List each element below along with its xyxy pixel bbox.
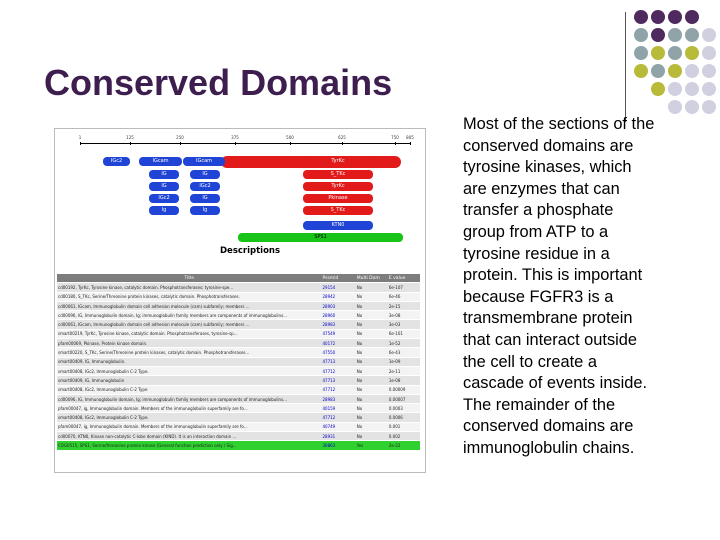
decor-dot: [651, 10, 665, 24]
table-row[interactable]: [57, 320, 420, 329]
ruler-tick-label: 500: [286, 135, 294, 140]
table-cell-title: cd00180, S_TKc, Serine/Threonine protein kinases, catalytic domain. Phosphotransferases.: [57, 292, 321, 301]
table-cell-multi: No: [356, 422, 388, 431]
table-cell-multi: No: [356, 311, 388, 320]
table-row[interactable]: [57, 385, 420, 394]
table-cell-evalue: 0.00007: [388, 394, 420, 403]
body-text-line: the cell to create a: [463, 352, 597, 371]
domain-bar[interactable]: KTN0: [303, 221, 373, 230]
table-cell-evalue: 0.002: [388, 432, 420, 441]
table-cell-evalue: 6e-107: [388, 283, 420, 292]
domain-bar[interactable]: TyrKc: [303, 182, 373, 191]
table-row[interactable]: [57, 329, 420, 338]
domain-bar[interactable]: IGc2: [190, 182, 220, 191]
body-text-line: group from ATP to a: [463, 222, 609, 241]
sequence-ruler: [78, 135, 414, 147]
body-text-line: conserved domains are: [463, 136, 634, 155]
table-cell-evalue: 3e-03: [388, 320, 420, 329]
domain-bar[interactable]: IGcam: [183, 157, 225, 166]
decor-dot: [651, 46, 665, 60]
table-cell-pssm[interactable]: 28983: [321, 320, 355, 329]
table-cell-multi: No: [356, 413, 388, 422]
decor-dot: [702, 100, 716, 114]
decor-dot: [702, 28, 716, 42]
domain-bar[interactable]: IG: [149, 182, 179, 191]
table-cell-title: smart00409, IG, Immunoglobulin.: [57, 357, 321, 366]
body-text-line: cascade of events inside.: [463, 374, 648, 393]
table-row[interactable]: [57, 311, 420, 320]
decor-dot: [651, 82, 665, 96]
table-row[interactable]: [57, 339, 420, 348]
domain-bar[interactable]: IG: [149, 170, 179, 179]
slide-body-text: [463, 114, 713, 460]
table-row[interactable]: [57, 357, 420, 366]
table-cell-evalue: 0.0003: [388, 404, 420, 413]
body-text-line: Most of the sections of the: [463, 115, 655, 133]
domain-bar[interactable]: IG: [190, 194, 220, 203]
decor-dot: [668, 46, 682, 60]
decor-dot: [685, 64, 699, 78]
table-cell-title: smart00220, S_TKc, Serine/Threonine protein kinases, catalytic domain. Phosphotransferases...: [57, 348, 321, 357]
table-cell-title: cd00070, KTN0, Kinase non-catalytic C-lobe domain (KIND). It is an interaction domain ...: [57, 432, 321, 441]
decor-dot: [668, 82, 682, 96]
table-row[interactable]: [57, 441, 420, 450]
ruler-tick-label: 375: [231, 135, 239, 140]
body-text-line: The remainder of the: [463, 395, 616, 414]
domain-bar[interactable]: TyrKc: [303, 157, 373, 166]
table-cell-title: smart00408, IGc2, Immunoglobulin C-2 Type.: [57, 366, 321, 375]
domain-bar[interactable]: S_TKc: [303, 206, 373, 215]
table-cell-multi: No: [356, 348, 388, 357]
domain-bar[interactable]: Ig: [190, 206, 220, 215]
ruler-tick-label: 805: [406, 135, 414, 140]
body-text-line: transfer a phosphate: [463, 201, 614, 220]
ruler-tick-mark: [80, 142, 81, 145]
decor-dot: [685, 46, 699, 60]
table-row[interactable]: [57, 348, 420, 357]
column-header[interactable]: Pssmld: [321, 274, 355, 283]
domain-bar[interactable]: SPS1: [238, 233, 403, 242]
table-cell-title: pfam00047, ig, Immunoglobulin domain. Members of the immunoglobulin superfamily are fo...: [57, 404, 321, 413]
table-cell-evalue: 0.001: [388, 422, 420, 431]
table-cell-evalue: 1e-09: [388, 357, 420, 366]
table-cell-multi: No: [356, 385, 388, 394]
table-cell-title: cd00061, IGcam, Immunoglobulin domain cell adhesion molecule (cam) subfamily; members ...: [57, 301, 321, 310]
body-text-line: are enzymes that can: [463, 179, 620, 198]
domain-bar[interactable]: Ig: [149, 206, 179, 215]
table-cell-evalue: 2e-15: [388, 301, 420, 310]
table-cell-multi: Yes: [356, 441, 388, 450]
table-cell-multi: No: [356, 376, 388, 385]
table-cell-pssm[interactable]: 28931: [321, 432, 355, 441]
decor-dot: [685, 10, 699, 24]
table-row[interactable]: [57, 283, 420, 292]
domain-bar[interactable]: IGc2: [103, 157, 130, 166]
decor-dot: [702, 46, 716, 60]
table-cell-pssm[interactable]: 29154: [321, 283, 355, 292]
body-text-line: because FGFR3 is a: [463, 287, 614, 306]
table-cell-title: cd00096, IG, Immunoglobulin domain, Ig; immunoglobulin family members are components of immunoglobulins...: [57, 394, 321, 403]
decor-dot: [685, 100, 699, 114]
table-cell-title: smart00409, IG, Immunoglobulin: [57, 376, 321, 385]
decor-dot: [651, 64, 665, 78]
table-cell-pssm[interactable]: 47712: [321, 366, 355, 375]
decor-dot: [651, 28, 665, 42]
table-cell-pssm[interactable]: 40749: [321, 422, 355, 431]
table-cell-title: cd00096, IG, Immunoglobulin domain, Ig; immunoglobulin family members are components of immunoglobulins...: [57, 311, 321, 320]
decor-dot: [685, 82, 699, 96]
ruler-tick-label: 250: [176, 135, 184, 140]
table-cell-title: smart00219, TyrKc, Tyrosine kinase, catalytic domain. Phosphotransferases, tyrosine-sp...: [57, 329, 321, 338]
ruler-tick-label: 625: [338, 135, 346, 140]
table-cell-evalue: 6e-101: [388, 329, 420, 338]
table-row[interactable]: [57, 394, 420, 403]
ruler-tick-mark: [395, 142, 396, 145]
table-cell-multi: No: [356, 357, 388, 366]
table-cell-evalue: 0.0006: [388, 413, 420, 422]
table-cell-title: smart00408, IGc2, Immunoglobulin C-2 Type.: [57, 413, 321, 422]
table-cell-evalue: 3e-08: [388, 311, 420, 320]
decor-dot-grid: [634, 10, 718, 125]
column-header[interactable]: E value: [388, 274, 420, 283]
table-row[interactable]: [57, 292, 420, 301]
ruler-tick-mark: [342, 142, 343, 145]
table-header-row: [57, 274, 420, 283]
table-cell-title: pfam00047, ig, Immunoglobulin domain. Members of the immunoglobulin superfamily are fo...: [57, 422, 321, 431]
table-cell-pssm[interactable]: 47713: [321, 376, 355, 385]
decor-dot: [668, 100, 682, 114]
table-cell-title: COG0515, SPS1, Serine/threonine protein kinase [General function prediction only / Sig...: [57, 441, 321, 450]
ruler-tick-mark: [130, 142, 131, 145]
ruler-tick-label: 750: [391, 135, 399, 140]
table-cell-pssm[interactable]: 28903: [321, 301, 355, 310]
table-cell-evalue: 6e-46: [388, 292, 420, 301]
table-cell-multi: No: [356, 320, 388, 329]
domain-bar[interactable]: Pkinase: [303, 194, 373, 203]
descriptions-table: [57, 274, 420, 451]
ruler-tick-label: 1: [78, 135, 82, 140]
column-header[interactable]: Multi Dom: [356, 274, 388, 283]
table-cell-multi: No: [356, 301, 388, 310]
ruler-tick-mark: [410, 142, 411, 145]
table-cell-multi: No: [356, 292, 388, 301]
table-cell-multi: No: [356, 283, 388, 292]
decor-dot: [668, 64, 682, 78]
body-text-line: that can interact outside: [463, 330, 638, 349]
decor-dot: [702, 64, 716, 78]
decor-dot: [634, 28, 648, 42]
decor-dot: [634, 10, 648, 24]
decor-dot: [668, 28, 682, 42]
ruler-tick-mark: [235, 142, 236, 145]
table-cell-pssm[interactable]: 47550: [321, 348, 355, 357]
table-cell-evalue: 1e-08: [388, 376, 420, 385]
ruler-tick-mark: [290, 142, 291, 145]
body-text-line: conserved domains are: [463, 417, 634, 436]
table-cell-title: cd00192, TyrKc, Tyrosine kinase, catalytic domain. Phosphotransferases; tyrosine-spe...: [57, 283, 321, 292]
table-cell-multi: No: [356, 329, 388, 338]
table-cell-evalue: 2e-22: [388, 441, 420, 450]
table-cell-multi: No: [356, 404, 388, 413]
table-row[interactable]: [57, 301, 420, 310]
ruler-tick-mark: [180, 142, 181, 145]
table-row[interactable]: [57, 413, 420, 422]
descriptions-heading: Descriptions: [220, 246, 281, 256]
domain-bar[interactable]: IGc2: [149, 194, 179, 203]
body-text-line: tyrosine residue in a: [463, 244, 610, 263]
table-cell-pssm[interactable]: 47549: [321, 329, 355, 338]
table-cell-pssm[interactable]: 47712: [321, 413, 355, 422]
decor-dot: [685, 28, 699, 42]
body-text-line: transmembrane protein: [463, 309, 633, 328]
table-cell-evalue: 1e-52: [388, 339, 420, 348]
domain-bar[interactable]: IG: [190, 170, 220, 179]
table-cell-evalue: 2e-11: [388, 366, 420, 375]
domain-bar[interactable]: S_TKc: [303, 170, 373, 179]
table-cell-pssm[interactable]: 40159: [321, 404, 355, 413]
decor-dot: [702, 82, 716, 96]
decor-divider: [625, 12, 626, 122]
table-cell-pssm[interactable]: 28942: [321, 292, 355, 301]
domain-bar[interactable]: IGcam: [139, 157, 182, 166]
table-cell-multi: No: [356, 366, 388, 375]
body-text-line: protein. This is important: [463, 266, 643, 285]
ruler-tick-label: 125: [126, 135, 134, 140]
table-row[interactable]: [57, 366, 420, 375]
body-text-line: tyrosine kinases, which: [463, 158, 632, 177]
column-header[interactable]: Title: [57, 274, 321, 283]
table-cell-pssm[interactable]: 30863: [321, 441, 355, 450]
decor-dot: [668, 10, 682, 24]
decor-dot: [634, 46, 648, 60]
table-cell-pssm[interactable]: 28960: [321, 311, 355, 320]
conserved-domains-screenshot: [54, 128, 426, 473]
table-cell-pssm[interactable]: 28983: [321, 394, 355, 403]
table-cell-evalue: 0.00009: [388, 385, 420, 394]
table-row[interactable]: [57, 422, 420, 431]
table-row[interactable]: [57, 432, 420, 441]
table-cell-multi: No: [356, 339, 388, 348]
table-cell-pssm[interactable]: 40172: [321, 339, 355, 348]
table-cell-multi: No: [356, 432, 388, 441]
decor-dot: [634, 64, 648, 78]
table-cell-title: pfam00069, Pkinase, Protein kinase domain.: [57, 339, 321, 348]
table-cell-multi: No: [356, 394, 388, 403]
table-cell-pssm[interactable]: 47712: [321, 385, 355, 394]
table-cell-title: cd00061, IGcam, Immunoglobulin domain cell adhesion molecule (cam) subfamily; members ...: [57, 320, 321, 329]
table-row[interactable]: [57, 376, 420, 385]
table-cell-pssm[interactable]: 47713: [321, 357, 355, 366]
body-text-line: immunoglobulin chains.: [463, 438, 635, 457]
slide-title: Conserved Domains: [44, 62, 393, 103]
table-cell-title: smart00408, IGc2, Immunoglobulin C-2 Type: [57, 385, 321, 394]
table-row[interactable]: [57, 404, 420, 413]
table-cell-evalue: 6e-43: [388, 348, 420, 357]
